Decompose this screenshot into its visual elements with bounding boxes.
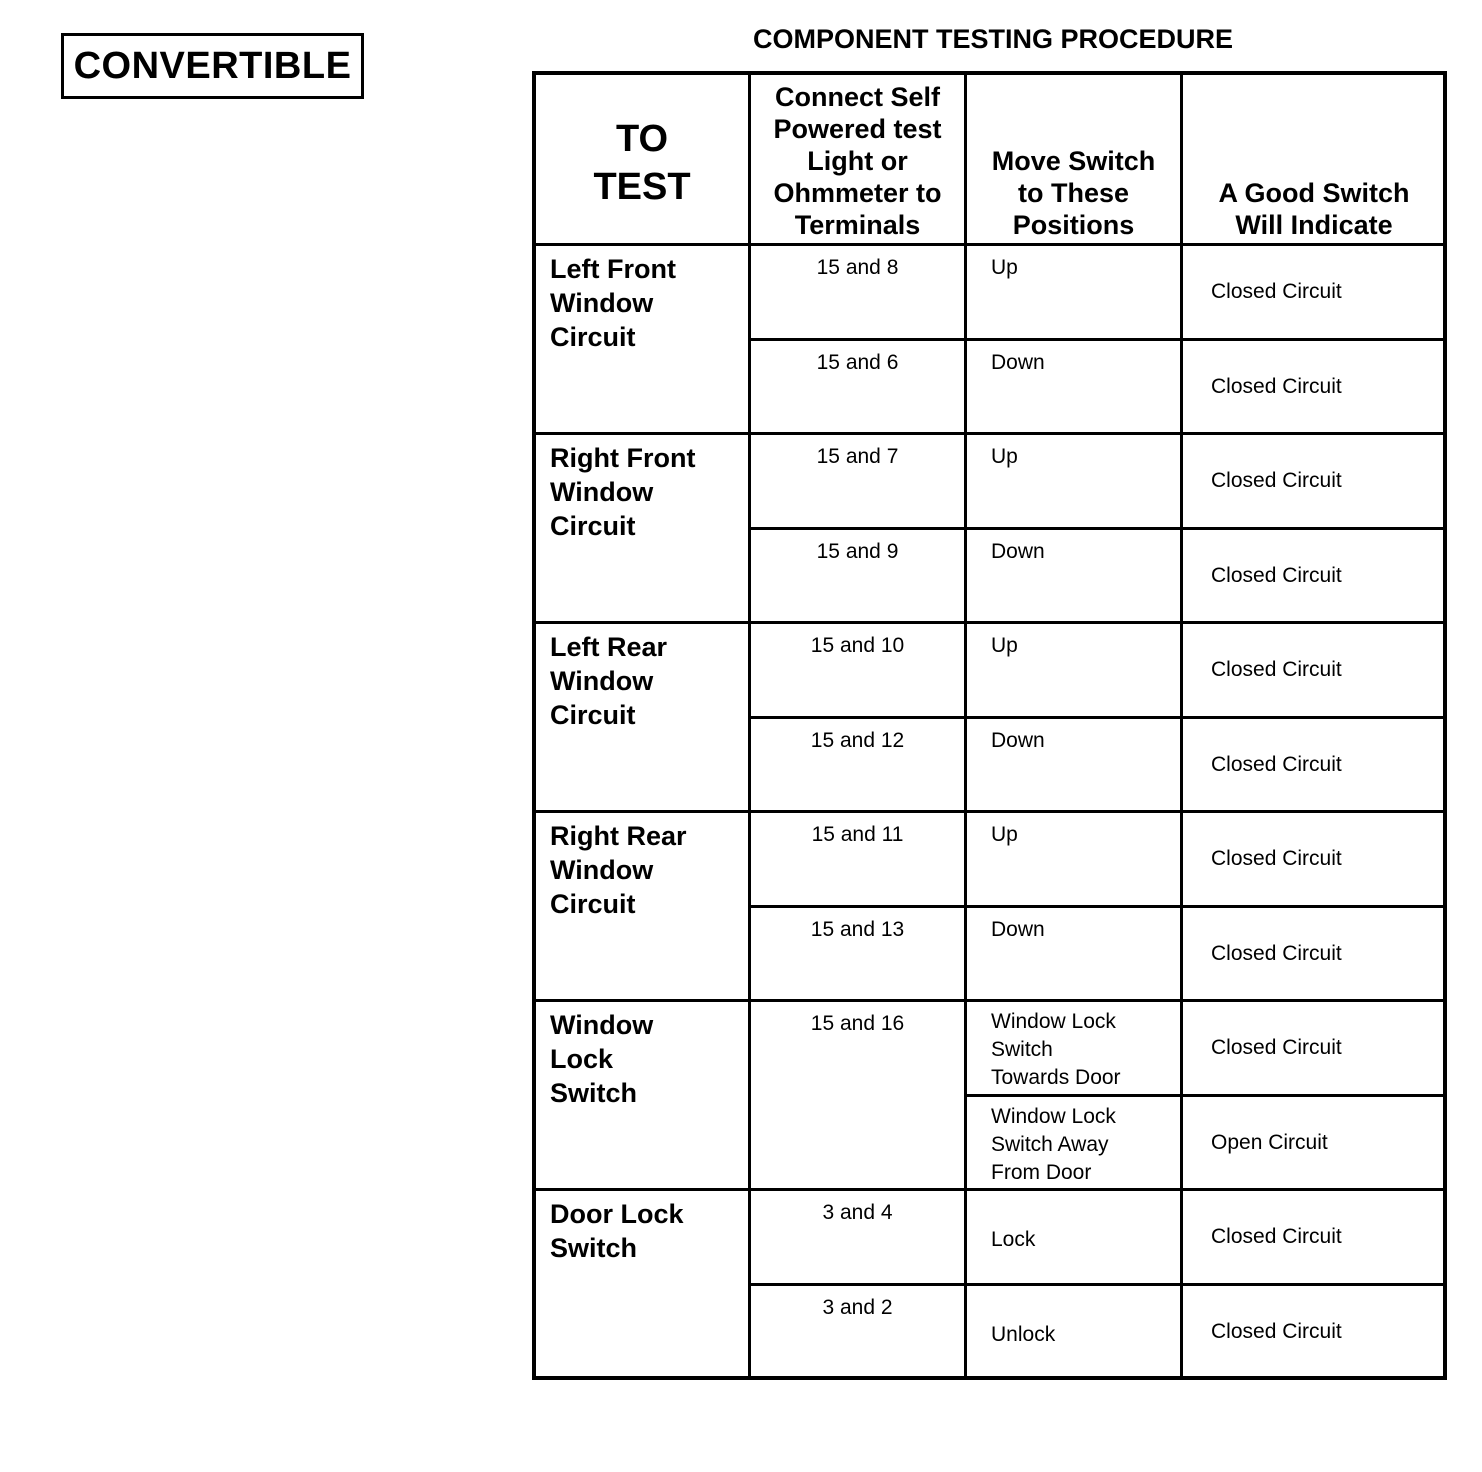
test-item-label-line: Window [550, 477, 654, 507]
row-divider [964, 1094, 1443, 1097]
test-item-label-line: Circuit [550, 889, 636, 919]
test-item-label [536, 630, 748, 732]
switch-position-line: Towards Door [991, 1066, 1121, 1089]
row-divider [748, 338, 1443, 341]
expected-result: Closed Circuit [1211, 469, 1342, 492]
switch-position-line: Switch Away [991, 1132, 1109, 1156]
expected-result: Closed Circuit [1211, 563, 1342, 587]
test-item-label [536, 819, 748, 921]
expected-result: Closed Circuit [1211, 847, 1342, 870]
switch-position [991, 916, 1180, 944]
terminals-value: 15 and 12 [810, 728, 905, 752]
test-item-label-line: Switch [550, 1233, 638, 1263]
expected-result: Closed Circuit [1211, 941, 1342, 965]
expected-result: Closed Circuit [1211, 1319, 1342, 1343]
group-divider [536, 621, 1443, 624]
group-divider [536, 810, 1443, 813]
column-divider [964, 75, 967, 1376]
expected-result: Open Circuit [1211, 1130, 1328, 1154]
convertible-badge: CONVERTIBLE [61, 33, 364, 99]
switch-position-line: Switch [991, 1038, 1053, 1061]
test-item-label-line: Door Lock [550, 1199, 684, 1229]
row-divider [748, 716, 1443, 719]
test-item-label-line: Right Front [550, 443, 696, 473]
switch-position [991, 1226, 1180, 1254]
switch-position [991, 538, 1180, 566]
switch-position [991, 349, 1180, 377]
header-good-switch: A Good Switch Will Indicate [1218, 178, 1410, 240]
test-item-label-line: Circuit [550, 511, 636, 541]
terminals-value: 15 and 6 [816, 350, 899, 374]
test-item-label-line: Window [550, 1010, 654, 1040]
switch-position [991, 1321, 1180, 1349]
terminals-value: 15 and 16 [810, 1012, 905, 1035]
row-divider [748, 527, 1443, 530]
switch-position-line: From Door [991, 1160, 1092, 1184]
terminals-value: 3 and 2 [822, 1295, 893, 1319]
switch-position-line: Unlock [991, 1322, 1056, 1346]
switch-position-line: Down [991, 917, 1045, 941]
terminals-value: 15 and 9 [816, 539, 899, 563]
switch-position-line: Down [991, 539, 1045, 563]
component-testing-table [532, 71, 1447, 1380]
header-divider [536, 243, 1443, 246]
expected-result: Closed Circuit [1211, 752, 1342, 776]
header-connect-terminals: Connect Self Powered test Light or Ohmmeter to Terminals [773, 82, 942, 240]
switch-position-line: Up [991, 634, 1018, 657]
terminals-value: 15 and 7 [816, 445, 899, 468]
terminals-value: 15 and 8 [816, 256, 899, 279]
switch-position [991, 443, 1180, 471]
test-item-label-line: Window [550, 288, 654, 318]
switch-position-line: Up [991, 445, 1018, 468]
row-divider [748, 905, 1443, 908]
header-move-switch: Move Switch to These Positions [991, 146, 1156, 240]
test-item-label-line: Circuit [550, 700, 636, 730]
test-item-label [536, 1197, 748, 1265]
terminals-value: 3 and 4 [822, 1201, 893, 1224]
column-divider [1180, 75, 1183, 1376]
switch-position-line: Up [991, 256, 1018, 279]
switch-position-line: Down [991, 728, 1045, 752]
row-divider [748, 1283, 1443, 1286]
test-item-label-line: Window [550, 666, 654, 696]
switch-position-line: Down [991, 350, 1045, 374]
switch-position [991, 1103, 1180, 1187]
expected-result: Closed Circuit [1211, 1036, 1342, 1059]
test-item-label-line: Left Front [550, 254, 676, 284]
expected-result: Closed Circuit [1211, 1225, 1342, 1248]
group-divider [536, 432, 1443, 435]
switch-position-line: Up [991, 823, 1018, 846]
test-item-label-line: Window [550, 855, 654, 885]
switch-position [991, 254, 1180, 282]
expected-result: Closed Circuit [1211, 374, 1342, 398]
test-item-label-line: Right Rear [550, 821, 687, 851]
page-title: COMPONENT TESTING PROCEDURE [752, 24, 1234, 54]
test-item-label [536, 441, 748, 543]
switch-position-line: Window Lock [991, 1104, 1116, 1128]
switch-position [991, 821, 1180, 849]
terminals-value: 15 and 10 [810, 634, 905, 657]
test-item-label [536, 252, 748, 354]
group-divider [536, 1188, 1443, 1191]
expected-result: Closed Circuit [1211, 658, 1342, 681]
group-divider [536, 999, 1443, 1002]
terminals-value: 15 and 11 [811, 823, 904, 846]
switch-position [991, 727, 1180, 755]
test-item-label-line: Left Rear [550, 632, 668, 662]
switch-position-line: Window Lock [991, 1010, 1116, 1033]
test-item-label-line: Circuit [550, 322, 636, 352]
test-item-label [536, 1008, 748, 1110]
switch-position [991, 1008, 1180, 1092]
expected-result: Closed Circuit [1211, 280, 1342, 303]
header-to-test: TO TEST [593, 118, 691, 208]
test-item-label-line: Switch [550, 1078, 638, 1108]
terminals-value: 15 and 13 [810, 917, 905, 941]
switch-position [991, 632, 1180, 660]
test-item-label-line: Lock [550, 1044, 614, 1074]
switch-position-line: Lock [991, 1228, 1036, 1251]
